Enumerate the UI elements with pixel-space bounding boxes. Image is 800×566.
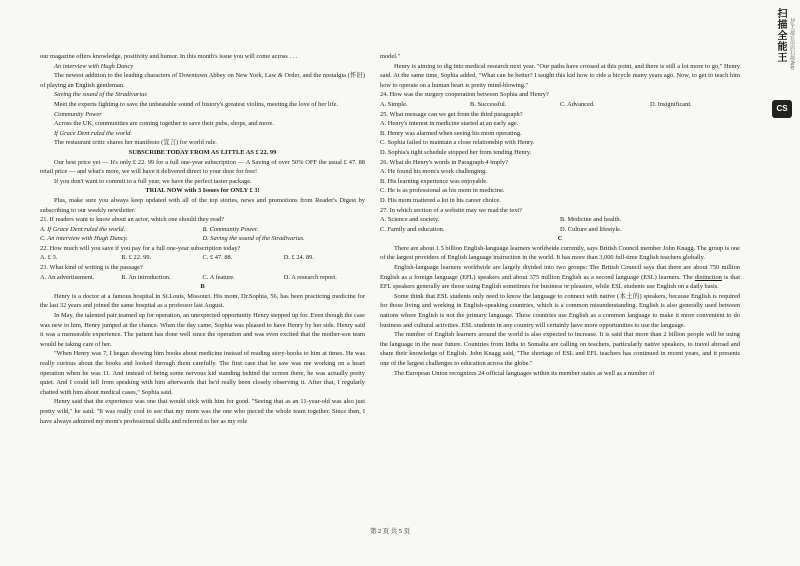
option: B. £ 22. 99.: [121, 254, 152, 262]
options-22: [40, 253, 365, 263]
option: B. An introduction.: [121, 273, 171, 281]
text-span: is that EFL speakers generally are those using English sometimes for business or pleasure, while ESL students use English on a daily basis.: [380, 273, 740, 291]
option: D. His mom mattered a lot in his career choice.: [380, 196, 501, 204]
section-heading: An interview with Hugh Dancy: [54, 62, 134, 70]
section-b-label: B: [200, 283, 205, 291]
option: A. He found his mom's work challenging.: [380, 168, 487, 176]
subscribe-heading: SUBSCRIBE TODAY FROM AS LITTLE AS £ 22. 99: [128, 148, 277, 156]
question-24: 24. How was the surgery cooperation between Sophia and Henry?: [380, 91, 549, 99]
option: B. Successful.: [470, 100, 507, 108]
paragraph: Plus, make sure you always keep updated with all of the top stories, news and promotions from Reader's Digest by subscribing to our weekly newsletter.: [40, 196, 365, 214]
option: D. £ 24. 89.: [283, 254, 314, 262]
question-22: 22. How much will you save if you pay for a full one-year subscription today?: [40, 244, 241, 252]
paragraph: "When Henry was 7, I began showing him books about medicine instead of reading story-books to him at times. He was really curious about the books and looked through them carefully. The first case that he saw was me working on a heart operation when he was 11. And instead of being some nervous kid standing behind the screen there, he was actually pretty quiet. And I could tell from speaking with him afterwards that he'd really been closely observing it. After that, I regularly chatted with him about medical cases," Sophia said.: [40, 350, 365, 396]
question-26: 26. What do Henry's words in Paragraph 4 imply?: [380, 158, 508, 166]
paragraph: The number of English learners around the world is also expected to increase. It is said that more than 2 billion people will be using the language in the near future. Countries from India to Somalia are calling on teachers, particularly native speakers, to travel abroad and share their knowledge of English. John Knagg said, "The shortage of ESL and EFL teachers has continued in recent years, and it presents one of the largest challenges to education across the globe.": [380, 331, 740, 367]
right-column: [380, 52, 740, 378]
section-c-label: C: [557, 235, 563, 243]
question-23: 23. What kind of writing is the passage?: [40, 264, 143, 272]
paragraph: The European Union recognizes 24 official languages within its member states as well as a number of: [394, 369, 655, 377]
options-24: [380, 100, 740, 110]
paragraph: The restaurant critic shares her manifesto (宣言) for world rule.: [54, 139, 217, 147]
trial-heading: TRIAL NOW with 3 Issues for ONLY £ 3!: [145, 187, 260, 195]
options-27: [380, 225, 740, 235]
paragraph: In May, the talented pair teamed up for operation, an unexpected opportunity Henry stepped up for. Even though the case was new to him, Henry jumped at the chance. When the day came, Sophia was pleased to have Henry by her side. Henry said it was a memorable experience. The patient has done well since the operation and was even excited that the mother-son team would be taking care of her.: [40, 312, 365, 348]
section-heading: Community Power: [54, 110, 102, 118]
paragraph: The newest addition to the leading characters of Downtown Abbey on New York, Law & Order, and the nostalgia (怀旧) of playing an English gentleman.: [40, 72, 365, 89]
option: C. Family and education.: [380, 225, 445, 233]
section-heading: Saving the sound of the Stradivarius: [54, 91, 147, 99]
option: C. £ 47. 88.: [202, 254, 233, 262]
option: C. He is as professional as his mom in medicine.: [380, 187, 505, 195]
paragraph: Meet the experts fighting to save the unbeatable sound of history's greatest violins, meeting the love of her life.: [54, 100, 339, 108]
left-column: [40, 52, 365, 426]
paragraph: [380, 263, 740, 292]
option: D. Saving the sound of the Stradivarius.: [202, 235, 305, 243]
option: B. His learning experience was enjoyable.: [380, 177, 488, 185]
section-heading: If Grace Dent ruled the world: [54, 129, 131, 137]
underlined-word: distinction: [694, 273, 722, 281]
question-25: 25. What message can we get from the third paragraph?: [380, 110, 523, 118]
option: D. Culture and lifestyle.: [560, 225, 622, 233]
page-number: 第 2 页 共 5 页: [370, 528, 410, 535]
option: A. Science and society.: [380, 216, 440, 224]
option: C. Sophia failed to maintain a close relationship with Henry.: [380, 139, 535, 147]
option: A. If Grace Dent ruled the world.: [40, 225, 126, 233]
options-27: [380, 215, 740, 225]
question-27: 27. In which section of a website may we read the text?: [380, 206, 522, 214]
option: D. Insignificant.: [650, 100, 692, 108]
option: A. £ 3.: [40, 254, 58, 262]
option: D. A research report.: [283, 273, 337, 281]
paragraph: Some think that ESL students only need to know the language to connect with native (本土的) speakers, because English is required for those living and working in English-speaking countries, which is a common misunderstanding. English is also generally used between nations where English is not the primary language. These countries use English as a common language to make it more convenient to do business and cultural activities. ESL students in any country will certainly have more opportunities to use the language.: [380, 292, 740, 329]
option: C. An interview with Hugh Dancy.: [40, 235, 128, 243]
option: C. Advanced.: [560, 100, 595, 108]
paragraph: Our best price yet — It's only £ 22. 99 for a full one-year subscription — A Saving of over 50% OFF the usual £ 47. 88 retail price — and what's more, we will have it delivered direct to your door for free!: [40, 158, 365, 176]
paragraph: Across the UK, communities are coming together to save their pubs, shops, and more.: [54, 120, 274, 128]
scanner-name: 扫描全能王: [775, 8, 786, 63]
paragraph: There are about 1.5 billion English-language learners worldwide currently, says British Council member John Knagg. The group is one of the largest providers of English language instruction in the world. It has more than 3,000 full-time English teachers globally.: [380, 244, 740, 262]
paragraph: Henry is a doctor at a famous hospital in St.Louis, Missouri. His mom, Dr.Sophia, 56, has been practicing medicine for the last 32 years and joined the same hospital as a professor last August.: [40, 292, 365, 310]
paragraph: Henry is aiming to dig into medical research next year. "Our paths have crossed at this point, and there is still a lot more to go," Henry said. At the same time, Sophia added, "What can be better? I taught this kid how to ride a bicycle many years ago. Now, to get to teach him how to operate on a human heart is pretty mind-blowing.": [380, 62, 740, 89]
option: A. Simple.: [380, 100, 408, 108]
option: B. Henry was alarmed when seeing his mom operating.: [380, 129, 522, 137]
options-21: [40, 225, 365, 235]
option: C. A feature.: [202, 273, 235, 281]
question-21: 21. If readers want to know about an actor, which one should they read?: [40, 216, 225, 224]
option: B. Community Power.: [202, 225, 259, 233]
option: A. An advertisement.: [40, 273, 95, 281]
scanner-tagline: 3亿人都在用的扫描App: [789, 18, 795, 70]
text-span: English-language learners worldwide are largely divided into two groups: The British Council says that there are about 750 million English as a foreign language (EFL) speakers and about 375 million English as a second language (ESL) learners. The: [380, 264, 740, 281]
intro-text: our magazine offers knowledge, positivity and humor. In this month's issue you will come across . . .: [40, 53, 298, 60]
options-21: [40, 234, 365, 244]
scanner-watermark: [770, 8, 796, 113]
option: D. Sophia's tight schedule stopped her from tending Henry.: [380, 148, 532, 156]
option: A. Henry's interest in medicine started at an early age.: [380, 120, 519, 128]
paragraph: model.": [380, 53, 401, 60]
paragraph: Henry said that the experience was one that would stick with him for good. "Seeing that as an 11-year-old was also just pretty wild," he said. "It was really cool to see that my mom was the one who pieced the whole team together. Since then, I have always admired my mom's professional skills and referred to her as my role: [40, 398, 365, 425]
options-23: [40, 273, 365, 283]
scanner-logo-icon: CS: [772, 100, 792, 118]
paragraph: If you don't want to commit to a full year, we have the perfect taster package.: [54, 177, 252, 185]
option: B. Medicine and health.: [560, 216, 622, 224]
